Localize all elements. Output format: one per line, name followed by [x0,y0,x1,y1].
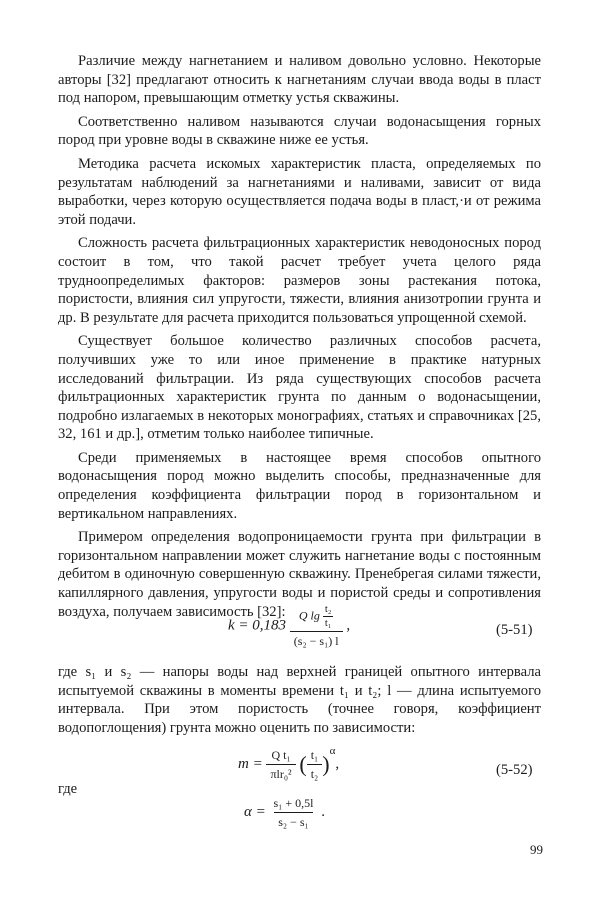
where-label: где [58,781,78,797]
formula-5-52-exponent: α [329,745,336,757]
paragraph-4: Сложность расчета фильтрационных характеристик неводоносных пород состоит в том, что такой расчет требует учета целого ряда трудноопределимых факторов: размеров зоны растекания потока, пористости, влияния сил упругости, тяжести, влияния анизотропии грунта и др. В результате для расчета приходится пользоваться упрощенной схемой. [58,235,541,326]
formula-5-52: m = $\frac{\text{Q t₁}}{\text{πlr₀²}}$ ( $\frac{\text{t₁}}{\text{t₂}}$ )$^\alpha$, [238,745,340,782]
formula-alpha: α = $\frac{\text{s₁ + 0,5l}}{\text{s₂ − s₁}}$ . [244,796,325,829]
formula-5-51-time-ratio: $\frac{\text{t₂}}{\text{t₁}}$ [324,604,332,629]
formula-alpha-lhs: α = [244,803,266,820]
paragraph-3: Методика расчета искомых характеристик пласта, определяемых по результатам наблюдений за нагнетаниями и наливами, зависит от вида выработки, через которую осуществляется подача воды в пласт,·и от режима этой подачи. [58,155,541,228]
paragraph-1: Различие между нагнетанием и наливом довольно условно. Некоторые авторы [32] предлагают относить к нагнетаниям случаи ввода воды в пласт под напором, превышающим отметку устья скважины. [58,53,541,107]
formula-alpha-fraction: $\frac{\text{s₁ + 0,5l}}{\text{s₂ − s₁}}$ [273,796,314,829]
page-number: 99 [530,842,543,857]
text-after-formula-1 [58,663,541,742]
formula-5-51-fraction [290,604,343,648]
paragraph-6: Среди применяемых в настоящее время способов опытного водонасыщения пород можно выделить способы, предназначенные для определения коэффициента фильтрации пород в горизонтальном и вертикальном направлениях. [58,449,541,522]
formula-5-51-denominator: (s₂ − s₁) l [290,631,343,648]
formula-5-52-fraction: $\frac{\text{Q t₁}}{\text{πlr₀²}}$ [266,748,295,781]
formula-5-51-numerator: Q lg [298,608,320,623]
paragraph-7: Примером определения водопроницаемости грунта при фильтрации в горизонтальном направлении может служить нагнетание воды с постоянным дебитом в одиночную совершенную скважину. Пренебрегая силами тяжести, капиллярного давления, упругости воды и пористой среды и сопротивления воздуха, получаем зависимость [32]: [58,529,541,620]
equation-number-5-51: (5-51) [496,622,533,638]
paragraph-5: Существует большое количество различных способов расчета, получивших уже то или иное применение в практике натурных исследований фильтрации. Из ряда существующих способов расчета фильтрационных характеристик грунта по данным о водонасыщении, подробно излагаемых в некоторых монографиях, статьях и справочниках [25, 32, 161 и др.], отметим только наиболее типичные. [58,333,541,443]
text-column [58,52,541,626]
formula-5-51-lhs: k = 0,183 [228,617,287,634]
paragraph-2: Соответственно наливом называются случаи водонасыщения горных пород при уровне воды в скважине ниже ее устья. [58,113,541,149]
formula-5-52-paren-fraction: $\frac{\text{t₁}}{\text{t₂}}$ [307,748,323,781]
paragraph-8: где s₁ и s₂ — напоры воды над верхней границей опытного интервала испытуемой скважины в моменты времени t₁ и t₂; l — длина испытуемого интервала. При этом пористость (точнее говоря, коэффициент водопоглощения) грунта можно оценить по зависимости: [58,664,541,736]
formula-5-51: k = 0,183 Q lg $\frac{\text{t₂}}{\text{t₁}}$ (s₂ − s₁) l , [228,604,351,648]
formula-5-52-lhs: m = [238,756,263,772]
equation-number-5-52: (5-52) [496,762,533,778]
